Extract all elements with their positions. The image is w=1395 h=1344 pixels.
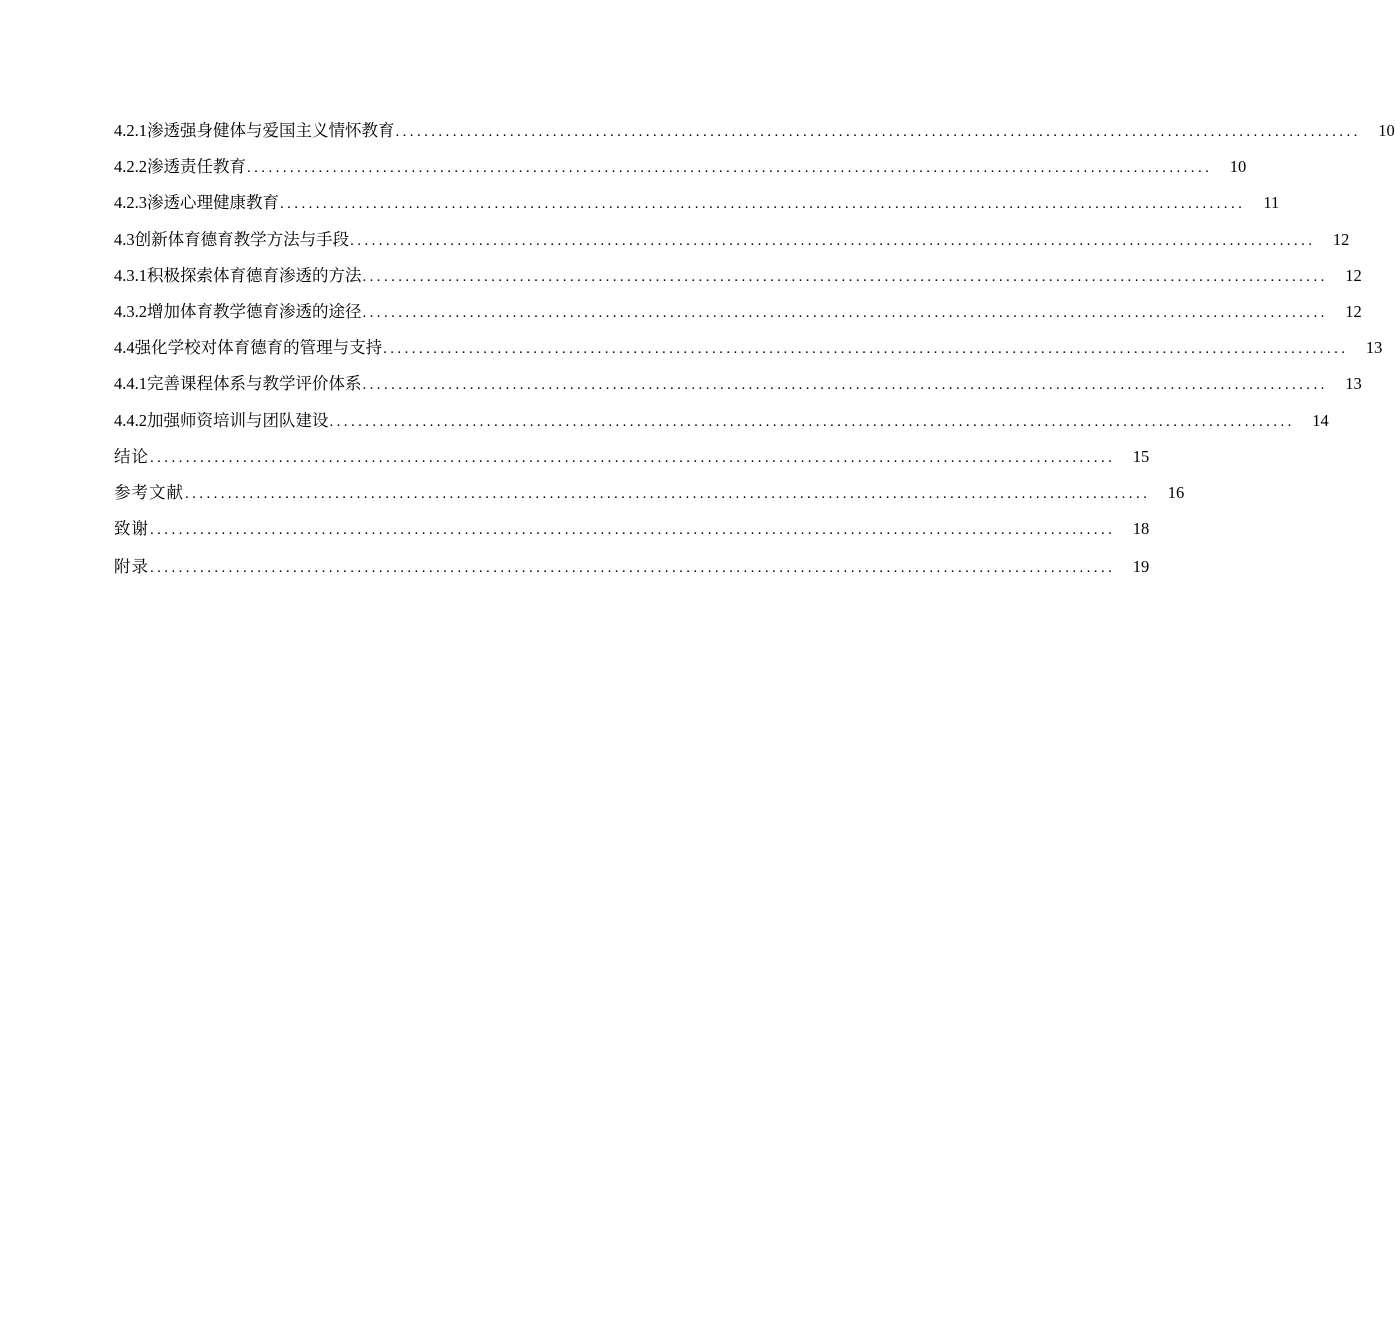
dot-leader: ....................................................................................................................................... [362, 268, 1328, 285]
toc-entry-4-2-2[interactable] [114, 154, 1247, 190]
toc-entry-page: 12 [1345, 265, 1362, 285]
dot-leader: ....................................................................................................................................... [362, 377, 1328, 394]
toc-entry-number: 4.4.2 [114, 410, 147, 430]
dot-leader: ....................................................................................................................................... [395, 124, 1361, 140]
dot-leader: ....................................................................................................................................... [185, 485, 1151, 502]
toc-entry-4-2-3[interactable] [114, 190, 1280, 226]
toc-entry-title: 渗透强身健体与爱国主义情怀教育 [147, 121, 395, 140]
toc-entry-page: 12 [1345, 301, 1362, 321]
toc-entry-page: 16 [1167, 482, 1185, 502]
toc-entry-page: 19 [1132, 557, 1150, 577]
toc-entry-title: 结论 [114, 446, 149, 466]
toc-entry-4-3[interactable] [114, 227, 1350, 263]
toc-entry-number: 4.2.1 [114, 121, 147, 140]
toc-entry-number: 4.3 [114, 229, 135, 249]
toc-entry-page: 14 [1312, 410, 1329, 430]
toc-entry-page: 13 [1365, 338, 1383, 358]
toc-entry-4-3-2[interactable] [114, 299, 1362, 335]
toc-entry-number: 4.3.2 [114, 301, 147, 321]
toc-entry-title: 渗透心理健康教育 [147, 193, 279, 213]
toc-entry-conclusion[interactable] [114, 444, 1150, 480]
dot-leader: ....................................................................................................................................... [329, 413, 1295, 430]
toc-entry-title: 渗透责任教育 [147, 157, 246, 177]
dot-leader: ....................................................................................................................................... [247, 160, 1213, 177]
toc-entry-title: 加强师资培训与团队建设 [147, 410, 329, 430]
toc-entry-references[interactable] [114, 480, 1185, 516]
dot-leader: ....................................................................................................................................... [150, 449, 1116, 466]
dot-leader: ....................................................................................................................................... [280, 196, 1246, 213]
dot-leader: ....................................................................................................................................... [350, 232, 1316, 249]
toc-entry-page: 15 [1132, 446, 1150, 466]
toc-entry-title: 强化学校对体育德育的管理与支持 [134, 338, 383, 358]
toc-entry-title: 积极探索体育德育渗透的方法 [147, 265, 362, 285]
toc-entry-number: 4.4 [114, 338, 135, 358]
toc-entry-number: 4.4.1 [114, 374, 147, 394]
toc-entry-4-2-1[interactable] [114, 118, 1395, 154]
toc-entry-page: 10 [1378, 121, 1395, 140]
toc-entry-4-4-2[interactable] [114, 408, 1329, 444]
dot-leader: ....................................................................................................................................... [362, 304, 1328, 321]
toc-entry-title: 参考文献 [114, 482, 184, 502]
toc-entry-title: 致谢 [114, 519, 149, 539]
toc-entry-title: 附录 [114, 557, 149, 577]
dot-leader: ....................................................................................................................................... [150, 522, 1116, 539]
toc-entry-number: 4.2.3 [114, 193, 147, 213]
toc-entry-page: 11 [1263, 193, 1280, 213]
toc-entry-acknowledgements[interactable] [114, 516, 1150, 552]
toc-entry-title: 增加体育教学德育渗透的途径 [147, 301, 362, 321]
toc-entry-4-4-1[interactable] [114, 371, 1362, 407]
toc-entry-number: 4.2.2 [114, 157, 147, 177]
toc-entry-4-3-1[interactable] [114, 263, 1362, 299]
toc-entry-title: 创新体育德育教学方法与手段 [134, 229, 350, 249]
dot-leader: ....................................................................................................................................... [383, 341, 1349, 358]
toc-entry-4-4[interactable] [114, 335, 1383, 371]
toc-entry-page: 18 [1132, 519, 1150, 539]
table-of-contents [114, 118, 1395, 590]
toc-entry-page: 12 [1332, 229, 1350, 249]
toc-entry-appendix[interactable] [114, 554, 1150, 590]
dot-leader: ....................................................................................................................................... [150, 560, 1116, 577]
toc-entry-page: 13 [1345, 374, 1362, 394]
toc-entry-number: 4.3.1 [114, 265, 147, 285]
toc-entry-title: 完善课程体系与教学评价体系 [147, 374, 362, 394]
toc-entry-page: 10 [1229, 157, 1247, 177]
